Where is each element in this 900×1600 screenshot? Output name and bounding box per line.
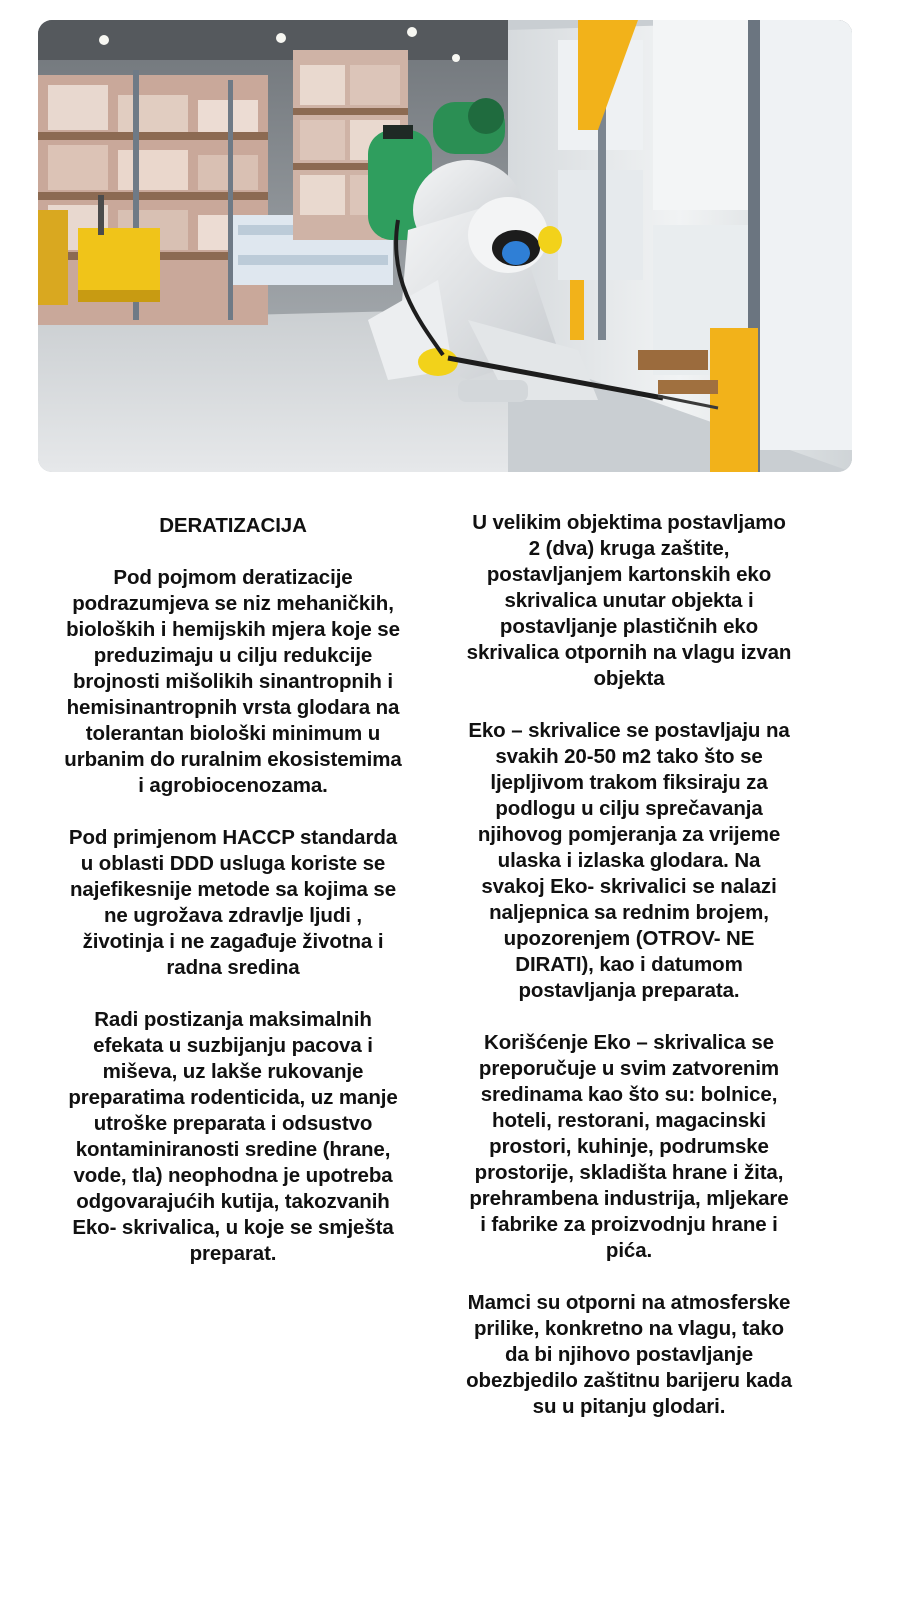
paragraph-haccp: Pod primjenom HACCP standarda u oblasti DDD usluga koriste se najefikesnije metode sa kojima se ne ugrožava zdravlje ljudi , životinja i ne zagađuje životna i radna sredina	[68, 826, 398, 979]
paragraph-definition: Pod pojmom deratizacije podrazumjeva se niz mehaničkih, bioloških i hemijskih mjera koje se preduzimaju u cilju redukcije brojnosti mišolikih sinantropnih i hemisinantropnih vrsta glodara na tolerantan biološki minimum u urbanim do ruralnim ekosistemima i agrobiocenozama.	[64, 566, 402, 797]
left-text-column	[62, 510, 404, 1267]
right-text-column	[466, 510, 792, 1420]
hero-photo-warehouse-pest-control	[38, 20, 852, 472]
paragraph-placement: Eko – skrivalice se postavljaju na svakih 20-50 m2 tako što se ljepljivom trakom fiksiraju za podlogu u cilju sprečavanja njihovog pomjeranja za vrijeme ulaska i izlaska glodara. Na svakoj Eko- skrivalici se nalazi naljepnica sa rednim brojem, upozorenjem (OTROV- NE DIRATI), kao i datumom postavljanja preparata.	[468, 719, 790, 1002]
paragraph-bait-resistance: Mamci su otporni na atmosferske prilike, konkretno na vlagu, tako da bi njihovo postavljanje obezbjedilo zaštitnu barijeru kada su u pitanju glodari.	[466, 1291, 792, 1418]
paragraph-protection-circles: U velikim objektima postavljamo 2 (dva) kruga zaštite, postavljanjem kartonskih eko skrivalica unutar objekta i postavljanje plastičnih eko skrivalica otpornih na vlagu izvan objekta	[466, 511, 792, 690]
paragraph-eko-skrivalice-usage: Radi postizanja maksimalnih efekata u suzbijanju pacova i miševa, uz lakše rukovanje preparatima rodenticida, uz manje utroške preparata i odsustvo kontaminiranosti sredine (hrane, vode, tla) neophodna je upotreba odgovarajućih kutija, takozvanih Eko- skrivalica, u koje se smješta preparat.	[68, 1008, 398, 1265]
paragraph-recommended-locations: Korišćenje Eko – skrivalica se preporučuje u svim zatvorenim sredinama kao što su: bolnice, hoteli, restorani, magacinski prostori, kuhinje, podrumske prostorije, skladišta hrane i žita, prehrambena industrija, mljekare i fabrike za proizvodnju hrane i pića.	[469, 1031, 789, 1262]
section-heading: DERATIZACIJA	[159, 514, 307, 537]
